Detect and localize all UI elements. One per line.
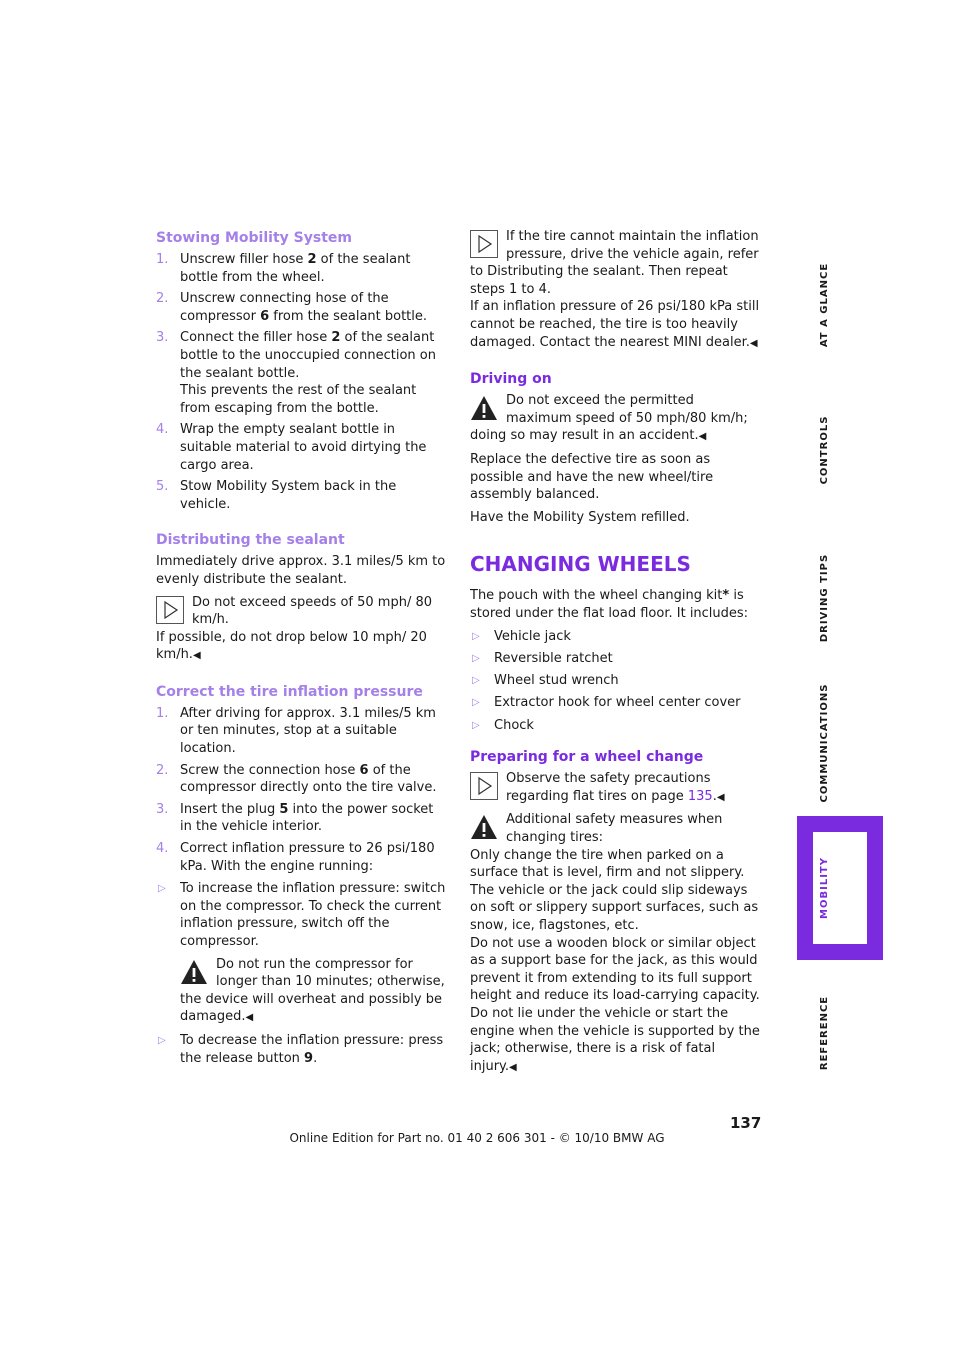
bullet-triangle-icon: ▷	[472, 719, 480, 731]
heading-driving-on: Driving on	[470, 371, 552, 388]
list-item: 4. Correct inflation pressure to 26 psi/180 kPa. With the engine running:	[156, 841, 435, 874]
warning-box: Do not run the compressor for longer than 10 minutes; otherwise, the device will overheat and possibly be damaged.◀	[180, 956, 445, 1025]
stowing-steps	[156, 251, 446, 513]
bullet-triangle-icon: ▷	[158, 883, 166, 895]
list-item: ▷ To increase the inflation pressure: switch on the compressor. To check the current inflation pressure, switch off the compressor. Do not run the compressor for longer than 10 minutes; otherwise, the device will overheat and possibly be damaged.◀	[156, 880, 446, 1027]
tab-controls[interactable]: CONTROLS	[819, 415, 831, 485]
list-item: ▷ Reversible ratchet	[472, 650, 613, 666]
tab-driving-tips[interactable]: DRIVING TIPS	[819, 553, 831, 642]
changing-intro: The pouch with the wheel changing kit* is stored under the flat load floor. It includes:	[470, 588, 749, 621]
triangle-play-icon	[156, 596, 184, 624]
end-marker-icon: ◀	[245, 1012, 254, 1024]
bullet-triangle-icon: ▷	[472, 652, 480, 664]
footer: Online Edition for Part no. 01 40 2 606 301 - © 10/10 BMW AG	[289, 1131, 665, 1145]
end-marker-icon: ◀	[192, 650, 201, 662]
driving-on-paragraph: Have the Mobility System refilled.	[470, 509, 690, 525]
end-marker-icon: ◀	[716, 791, 725, 803]
page-number: 137	[730, 1114, 762, 1132]
list-item: 5. Stow Mobility System back in the vehicle.	[156, 479, 397, 512]
tab-mobility[interactable]: MOBILITY	[819, 856, 831, 919]
list-item: ▷ Chock	[472, 717, 534, 733]
bullet-triangle-icon: ▷	[472, 630, 480, 642]
end-marker-icon: ◀	[749, 337, 758, 349]
tab-reference[interactable]: REFERENCE	[819, 995, 831, 1070]
heading-correct-pressure: Correct the tire inflation pressure	[156, 683, 423, 700]
list-item: 3. Connect the filler hose 2 of the sealant bottle to the unoccupied connection on the sealant bottle. This prevents the rest of the sealant from escaping from the bottle.	[156, 330, 436, 416]
triangle-play-icon	[470, 230, 498, 258]
warning-box: Additional safety measures when changing tires: Only change the tire when parked on a surface that is level, firm and not slippery. The vehicle or the jack could slip sideways on soft or slippery support surfaces, such as snow, ice, flagstones, etc. Do not use a wooden block or similar object as a support base for the jack, as this would prevent it from extending to its full support height and reduce its load-carrying capacity. Do not lie under the vehicle or start the engine when the vehicle is supported by the jack; otherwise, there is a risk of fatal injury.◀	[470, 812, 760, 1074]
list-item: 2. Screw the connection hose 6 of the compressor directly onto the tire valve.	[156, 762, 437, 796]
correct-steps	[156, 705, 446, 875]
right-column	[470, 228, 762, 1081]
bullet-triangle-icon: ▷	[158, 1034, 166, 1046]
list-item: 1. Unscrew filler hose 2 of the sealant bottle from the wheel.	[156, 252, 411, 285]
heading-stowing: Stowing Mobility System	[156, 230, 352, 246]
warning-box: Do not exceed the permitted maximum speed of 50 mph/80 km/h; doing so may result in an accident.◀	[470, 393, 748, 444]
heading-preparing: Preparing for a wheel change	[470, 749, 704, 766]
list-item: ▷ Vehicle jack	[472, 628, 571, 644]
heading-changing-wheels: CHANGING WHEELS	[470, 552, 691, 577]
bullet-triangle-icon: ▷	[472, 675, 480, 687]
list-item: ▷ Wheel stud wrench	[472, 673, 619, 689]
warning-triangle-icon	[470, 394, 498, 422]
pressure-bullets	[156, 880, 446, 1067]
heading-distributing: Distributing the sealant	[156, 532, 345, 549]
triangle-play-icon	[470, 772, 498, 800]
tab-communications[interactable]: COMMUNICATIONS	[819, 683, 831, 802]
list-item: 3. Insert the plug 5 into the power socket in the vehicle interior.	[156, 801, 434, 835]
page-link[interactable]: 135	[687, 788, 713, 804]
note-box: If the tire cannot maintain the inflation pressure, drive the vehicle again, refer to Distributing the sealant. Then repeat steps 1 to 4. If an inflation pressure of 26 psi/180 kPa still cannot be reached, the tire is too heavily damaged. Contact the nearest MINI dealer.◀	[470, 229, 760, 350]
kit-items	[470, 628, 762, 735]
list-item: 4. Wrap the empty sealant bottle in suitable material to avoid dirtying the cargo area.	[156, 422, 427, 473]
warning-triangle-icon	[470, 813, 498, 841]
list-item: ▷ Extractor hook for wheel center cover	[472, 695, 741, 711]
list-item: 2. Unscrew connecting hose of the compressor 6 from the sealant bottle.	[156, 291, 428, 324]
note-box: Do not exceed speeds of 50 mph/ 80 km/h. If possible, do not drop below 10 mph/ 20 km/h.◀	[156, 594, 433, 663]
end-marker-icon: ◀	[509, 1061, 517, 1073]
bullet-triangle-icon: ▷	[472, 697, 480, 709]
left-column	[156, 228, 446, 1072]
end-marker-icon: ◀	[698, 431, 707, 443]
tab-at-a-glance[interactable]: AT A GLANCE	[819, 262, 831, 348]
distributing-paragraph: Immediately drive approx. 3.1 miles/5 km to evenly distribute the sealant.	[156, 554, 446, 587]
note-box: Observe the safety precautions regarding flat tires on page 135.◀	[470, 770, 762, 806]
driving-on-paragraph: Replace the defective tire as soon as possible and have the new wheel/tire assembly balanced.	[470, 451, 714, 503]
warning-triangle-icon	[180, 958, 208, 986]
list-item: ▷ To decrease the inflation pressure: press the release button 9.	[158, 1032, 444, 1066]
list-item: 1. After driving for approx. 3.1 miles/5 km or ten minutes, stop at a suitable location.	[156, 705, 436, 757]
